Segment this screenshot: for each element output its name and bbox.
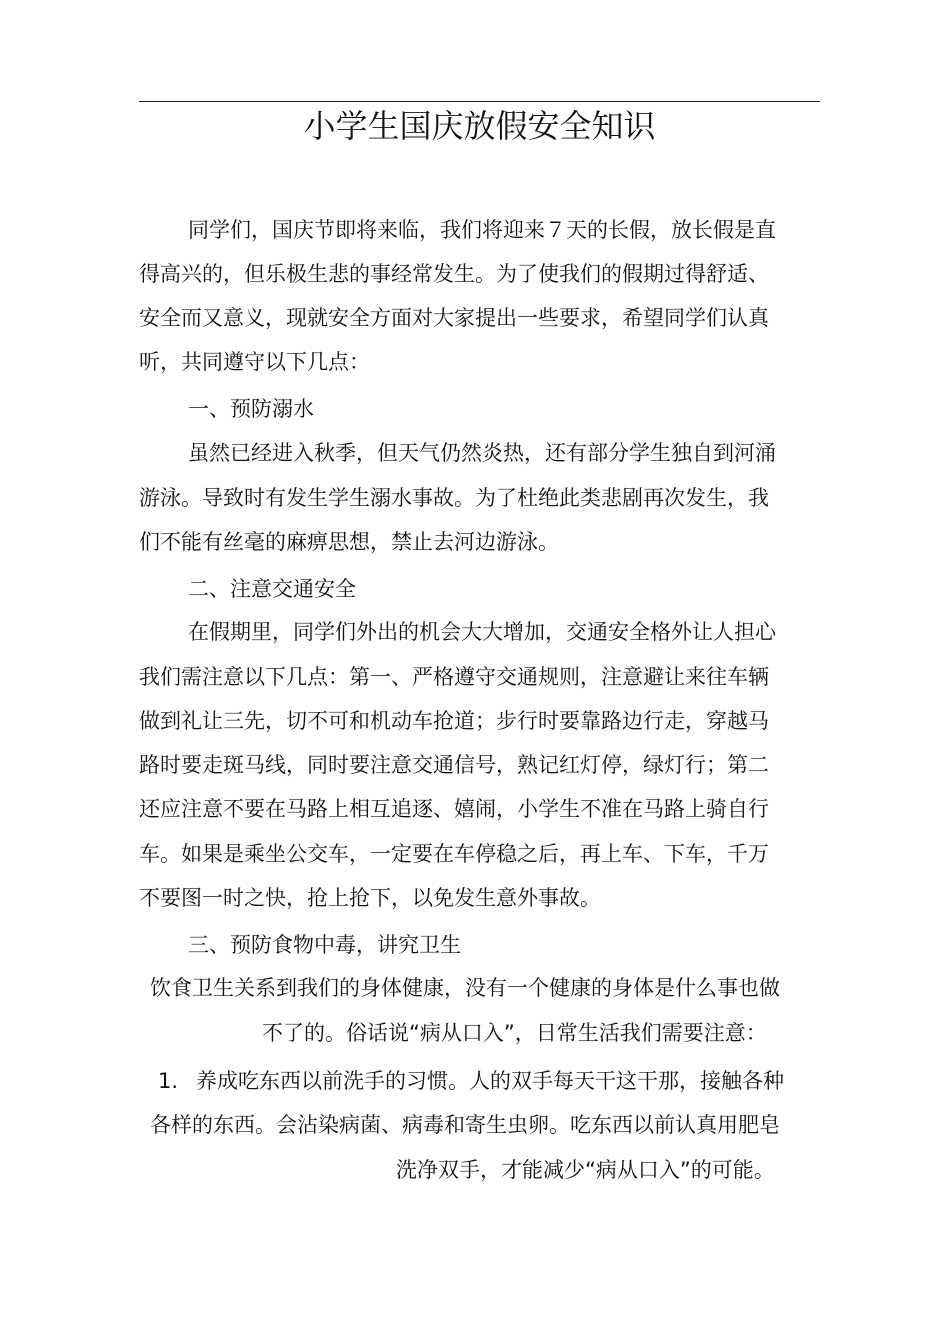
item1-line-3: 洗净双手，才能减少“病从口入”的可能。 — [396, 1158, 775, 1182]
section2-line-2: 我们需注意以下几点：第一、严格遵守交通规则，注意避让来往车辆 — [139, 665, 769, 689]
section1-line-3: 们不能有丝毫的麻痹思想，禁止去河边游泳。 — [139, 530, 559, 554]
intro-line-3: 安全而又意义，现就安全方面对大家提出一些要求，希望同学们认真 — [139, 306, 769, 330]
section2-line-1: 在假期里，同学们外出的机会大大增加，交通安全格外让人担心 — [188, 620, 776, 644]
intro-line-2: 得高兴的，但乐极生悲的事经常发生。为了使我们的假期过得舒适、 — [139, 262, 769, 286]
section1-line-2: 游泳。导致时有发生学生溺水事故。为了杜绝此类悲剧再次发生，我 — [139, 486, 769, 510]
item1-line-2: 各样的东西。会沾染病菌、病毒和寄生虫卵。吃东西以前认真用肥皂 — [150, 1113, 780, 1137]
section2-line-7: 不要图一时之快，抢上抢下，以免发生意外事故。 — [139, 886, 601, 910]
section2-line-6: 车。如果是乘坐公交车，一定要在车停稳之后，再上车、下车，千万 — [139, 842, 769, 866]
header-rule — [139, 101, 820, 102]
item1-line-1: 养成吃东西以前洗手的习惯。人的双手每天干这干那，接触各种 — [196, 1069, 784, 1093]
section1-line-1: 虽然已经进入秋季，但天气仍然炎热，还有部分学生独自到河涌 — [188, 441, 776, 465]
intro-line-1: 同学们，国庆节即将来临，我们将迎来７天的长假，放长假是直 — [188, 218, 776, 242]
intro-line-4: 听，共同遵守以下几点： — [139, 350, 370, 374]
section3-line-1: 饮食卫生关系到我们的身体健康，没有一个健康的身体是什么事也做 — [150, 976, 780, 1000]
section3-heading: 三、预防食物中毒，讲究卫生 — [188, 933, 461, 957]
section2-line-3: 做到礼让三先，切不可和机动车抢道；步行时要靠路边行走，穿越马 — [139, 709, 769, 733]
section3-line-2: 不了的。俗话说“病从口入”，日常生活我们需要注意： — [262, 1021, 767, 1045]
section2-heading: 二、注意交通安全 — [188, 577, 356, 601]
item1-number: 1. — [158, 1069, 179, 1093]
section1-heading: 一、预防溺水 — [188, 397, 314, 421]
section2-line-4: 路时要走斑马线，同时要注意交通信号，熟记红灯停，绿灯行；第二 — [139, 753, 769, 777]
document-title: 小学生国庆放假安全知识 — [303, 107, 656, 145]
section2-line-5: 还应注意不要在马路上相互追逐、嬉闹，小学生不准在马路上骑自行 — [139, 797, 769, 821]
